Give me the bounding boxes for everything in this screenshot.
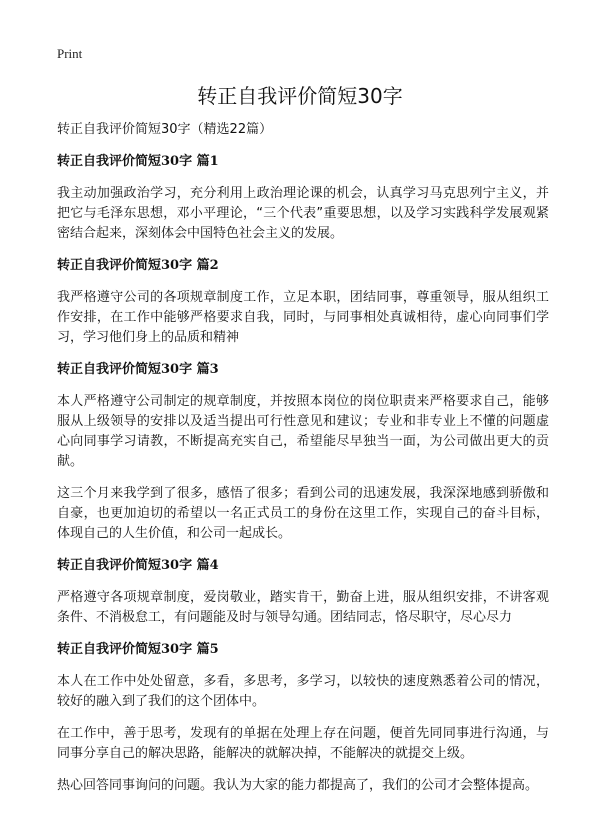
section-5-paragraph-3: 热心回答同事询问的问题。我认为大家的能力都提高了，我们的公司才会整体提高。 xyxy=(57,778,539,793)
section-heading-2: 转正自我评价简短30字 篇2 xyxy=(57,258,219,273)
section-4-paragraph-1: 严格遵守各项规章制度，爱岗敬业，踏实肯干，勤奋上进，服从组织安排，不讲客观条件、不消极怠工，有问题能及时与领导勾通。团结同志，恪尽职守，尽心尽力 xyxy=(57,590,549,625)
section-5-paragraph-1: 本人在工作中处处留意，多看，多思考，多学习，以较快的速度熟悉着公司的情况，较好的融入到了我们的这个团体中。 xyxy=(57,674,549,709)
document-content xyxy=(57,120,549,808)
page-title: 转正自我评价简短30字 xyxy=(197,84,403,108)
intro-text: 转正自我评价简短30字（精选22篇） xyxy=(57,122,273,137)
section-1-paragraph-1: 我主动加强政治学习，充分利用上政治理论课的机会，认真学习马克思列宁主义，并把它与毛泽东思想，邓小平理论，“三个代表”重要思想，以及学习实践科学发展观紧密结合起来，深刻体会中国特色社会主义的发展。 xyxy=(57,186,549,241)
section-2-paragraph-1: 我严格遵守公司的各项规章制度工作，立足本职，团结同事，尊重领导，服从组织工作安排，在工作中能够严格要求自我，同时，与同事相处真诚相待，虚心向同事们学习，学习他们身上的品质和精神 xyxy=(57,290,549,345)
section-heading-1: 转正自我评价简短30字 篇1 xyxy=(57,154,219,169)
print-link[interactable]: Print xyxy=(57,46,83,61)
section-3-paragraph-2: 这三个月来我学到了很多，感悟了很多；看到公司的迅速发展，我深深地感到骄傲和自豪，也更加迫切的希望以一名正式员工的身份在这里工作，实现自己的奋斗目标，体现自己的人生价值，和公司一起成长。 xyxy=(57,486,549,541)
section-heading-4: 转正自我评价简短30字 篇4 xyxy=(57,558,219,573)
section-3-paragraph-1: 本人严格遵守公司制定的规章制度，并按照本岗位的岗位职责来严格要求自己，能够服从上级领导的安排以及适当提出可行性意见和建议；专业和非专业上不懂的问题虚心向同事学习请教，不断提高充实自己，希望能尽早独当一面，为公司做出更大的贡献。 xyxy=(57,394,549,469)
section-heading-3: 转正自我评价简短30字 篇3 xyxy=(57,362,219,377)
section-heading-5: 转正自我评价简短30字 篇5 xyxy=(57,642,219,657)
section-5-paragraph-2: 在工作中，善于思考，发现有的单据在处理上存在问题，便首先同同事进行沟通，与同事分享自己的解决思路，能解决的就解决掉，不能解决的就提交上级。 xyxy=(57,726,549,761)
